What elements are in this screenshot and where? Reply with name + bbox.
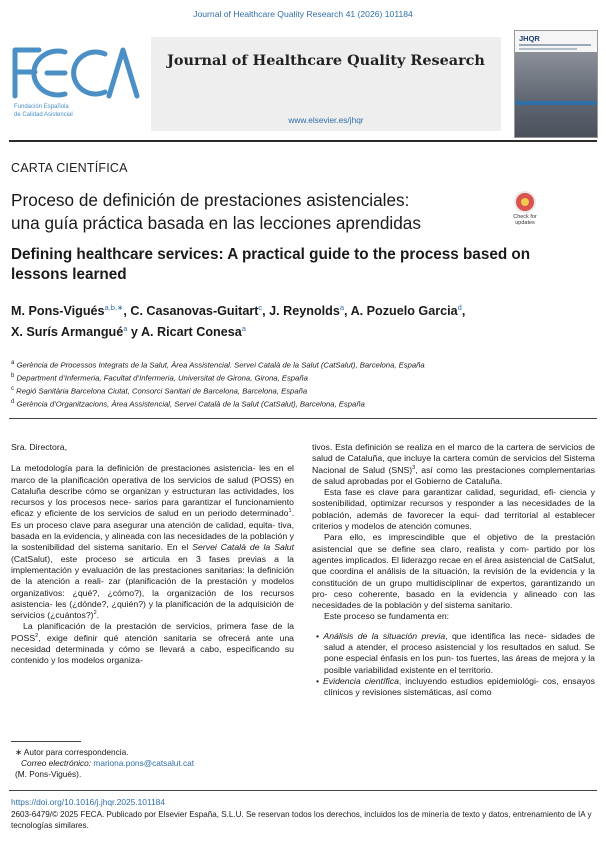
body-paragraph: La planificación de la prestación de servicios, primera fase de la POSS$^2$, exige definir qué atención sanitaria se ofrecerá ante una necesidad determinada y cómo se llevará a cabo, especificando su contenido y los modelos organiza- (11, 621, 294, 666)
author-name[interactable]: C. Casanovas-Guitart (130, 304, 259, 319)
journal-cover-image[interactable] (514, 30, 598, 138)
author-affil-ref[interactable]: c (258, 303, 263, 312)
author-affil-ref[interactable]: a (339, 303, 345, 312)
list-item: • Evidencia científica, incluyendo estudios epidemiológi- cos, ensayos clínicos y revisiones sistemáticas, así como (316, 675, 595, 698)
author-name[interactable]: A. Pozuelo Garcia (350, 304, 458, 319)
body-column-right (312, 442, 595, 699)
feca-subtitle-line: de Calidad Asistencial (14, 111, 73, 118)
correspondence-footnote (15, 747, 285, 780)
footnote-rule (11, 741, 81, 742)
affiliation-item: $^b$ Department d’Infermeria, Facultat d’Infermeria, Universitat de Girona, Girona, España (11, 373, 308, 383)
affiliation-item: $^d$ Gerència d’Organitzacions, Àrea Assistencial, Servei Català de la Salut (CatSalut), Barcelona, España (11, 399, 365, 409)
article-type: CARTA CIENTÍFICA (11, 161, 128, 175)
feca-subtitle-line: Fundación Española (14, 104, 69, 110)
header-rule (9, 140, 597, 142)
title-es-line: una guía práctica basada en las lecciones aprendidas (11, 213, 421, 233)
salutation: Sra. Directora, (11, 442, 68, 452)
article-title-english: Defining healthcare services: A practical guide to the process based on lessons learned (11, 246, 531, 283)
body-column-left (11, 442, 294, 667)
journal-citation[interactable]: Journal of Healthcare Quality Research 41 (2026) 101184 (193, 9, 413, 19)
journal-url-link[interactable]: www.elsevier.es/jhqr (288, 115, 364, 125)
reference-link[interactable]: 3 (412, 464, 416, 471)
author-name[interactable]: J. Reynolds (269, 304, 340, 319)
email-owner: (M. Pons-Vigués). (15, 769, 82, 779)
affiliation-item: $^c$ Regió Sanitària Barcelona Ciutat, Consorci Sanitari de Barcelona, Barcelona, España (11, 386, 308, 396)
doi-link[interactable]: https://doi.org/10.1016/j.jhqr.2025.101184 (11, 797, 165, 807)
list-item: • Análisis de la situación previa, que identifica las nece- sidades de salud a atender, el proceso asistencial y los resultados en salud. Se pone especial énfasis en los pun- tos fuertes, las áreas de mejora y la posible variabilidad existente en el territorio. (316, 630, 595, 675)
crossmark-icon (514, 191, 536, 213)
author-name[interactable]: X. Surís Armangué (11, 325, 124, 340)
journal-name: Journal of Healthcare Quality Research (167, 52, 485, 69)
body-paragraph: La metodología para la definición de prestaciones asistencia- les en el marco de la planificación operativa de los servicios de salud (POSS) en Cataluña describe cómo se organizan y estructuran las actividades, los recursos y los procesos nece- sarios para garantizar el funcionamiento eficaz y eficiente de los servicios de salud en un periodo determinado$^1$. Es un proceso clave para asegurar una atención de calidad, equita- tiva, basada en la evidencia, y alineada con las necesidades de la población y la sostenibilidad del sistema sanitario. En el Servei Català de la Salut (CatSalut), este proceso se articula en 3 fases previas a la implementación y evaluación de las prestaciones sanitarias: la definición de la atención a reali- zar (planificación de la prestación y modelos organizativos: ¿qué?, ¿cómo?), la organización de los recursos asistencia- les (¿dónde?, ¿quién?) y la planificación de la adquisición de servicios (¿cuántos?)$^2$. (11, 463, 294, 621)
body-paragraph: Para ello, es imprescindible que el objetivo de la prestación asistencial que se define sea claro, realista y com- partido por los agentes implicados. El liderazgo recae en el área asistencial de CatSalut, que coordina el análisis de la situación, la revisión de la evidencia y la constitución de un grupo multidisciplinar de expertos, garantizando un pro- ceso coherente, basado en la evidencia y alineado con las necesidades de la población y del sistema sanitario. (312, 532, 595, 611)
body-paragraph: Este proceso se fundamenta en: (324, 611, 450, 622)
email-label: Correo electrónico: (21, 758, 92, 768)
author-name[interactable]: M. Pons-Vigués (11, 304, 105, 319)
author-affil-ref[interactable]: d (457, 303, 462, 312)
corresponding-label: ∗ Autor para correspondencia. (15, 747, 129, 757)
crossmark-label: Check for updates (513, 214, 537, 226)
feca-wordmark-graphic (11, 44, 143, 104)
reference-link[interactable]: 1 (288, 508, 292, 515)
article-title-spanish (11, 189, 491, 235)
reference-link[interactable]: 2 (93, 610, 97, 617)
author-affil-ref[interactable]: a (241, 324, 246, 334)
reference-link[interactable]: 2 (35, 632, 39, 639)
footer-rule (9, 790, 597, 791)
email-link[interactable]: mariona.pons@catsalut.cat (93, 758, 195, 768)
affiliations-rule (9, 418, 597, 419)
check-for-updates-button[interactable] (508, 191, 542, 231)
author-affil-ref[interactable]: a,b,∗ (104, 303, 124, 312)
title-es-line: Proceso de definición de prestaciones asistenciales: (11, 190, 410, 210)
feca-subtitle (14, 104, 73, 119)
affiliations-list (11, 358, 596, 410)
author-list: M. Pons-Vigués$^{a,b,∗}$, C. Casanovas-Guitart$^c$, J. Reynolds$^a$, A. Pozuelo Garcia$^d$, X. Surís Armangué$^a$ y A. Ricart Conesa$^a$ (11, 303, 466, 340)
author-affil-ref[interactable]: a (123, 324, 128, 334)
body-paragraph: Esta fase es clave para garantizar calidad, seguridad, efi- ciencia y sostenibilidad, optimizar recursos y responder a las necesidades de la población, además de favorecer la equi- dad territorial al establecer criterios y modelos de atención comunes. (312, 487, 595, 532)
affiliation-item: $^a$ Gerència de Processos Integrats de la Salut, Àrea Assistencial. Servei Català de la Salut (CatSalut), Barcelona, España (11, 360, 425, 370)
author-name[interactable]: A. Ricart Conesa (140, 325, 242, 340)
copyright-notice: 2603-6479/© 2025 FECA. Publicado por Elsevier España, S.L.U. Se reservan todos los derechos, incluidos los de minería de texto y datos, entrenamiento de IA y tecnologías similares. (11, 810, 592, 830)
cover-abbr: JHQR (519, 34, 540, 43)
body-paragraph: tivos. Esta definición se realiza en el marco de la cartera de servicios de salud de Cataluña, que incluye la cartera común de servicios del Sistema Nacional de Salud (SNS)$^3$, así como las prestaciones complementarias de salud aprobadas por el Gobierno de Cataluña. (312, 442, 596, 486)
